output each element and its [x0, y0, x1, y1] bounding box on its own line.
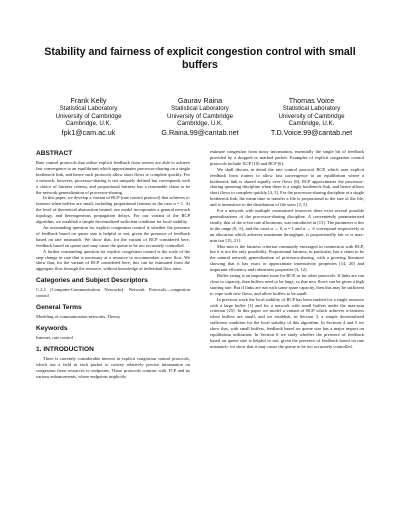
body-paragraph: We shall discuss in detail the rate control protocol RCP, which uses explicit feedback from routers to allow fast convergence to an equilibrium where a bottleneck link is shared equally over flows [6]. RCP approximates the processor-sharing queueing discipline when there is a single bottleneck link, and hence allows short flows to complete quickly [4, 5]. For the processor-sharing discipline at a single bottleneck link, the mean time to transfer a file is proportional to the size of the file, and is insensitive to the distribution of file sizes [2, 5].: [210, 166, 365, 208]
general-terms-heading: General Terms: [36, 304, 82, 312]
categories-text: C.2.2 [Computer-Communication Networks]: Network Protocols—congestion control: [36, 287, 190, 299]
left-column: [36, 149, 190, 379]
author-3: [259, 96, 364, 137]
body-paragraph: For a network with multiple constrained resources there exist several possible generalizations of the processor-sharing discipline. A conveniently parameterized family, that of the α-fair rate allocations, was introduced in [15]. The parameter α lies in the range (0, ∞), and the cases α → 0, α = 1 and α → ∞ correspond respectively to an allocation which achieves maximum throughput, is proportionally fair or is max-min fair [15, 21].: [210, 208, 364, 243]
abstract-paragraph: A further outstanding question for explicit congestion control is the scale of the step-change in rate that is necessary at a resource to accommodate a new flow. We show that, for the variant of RCP considered here, this can be estimated from the aggregate flow through the resource, without knowledge of individual flow rates.: [36, 248, 190, 272]
body-paragraph: Max-min is the fairness criterion commonly envisaged in connection with RCP, but it is not the only possibility. Proportional fairness, in particular, has a claim to be the natural network generalization of processor-sharing, with a growing literature showing that it has exact or approximate insensitivity properties [14, 20] and important efficiency and robustness properties [3, 12].: [210, 243, 364, 273]
author-block: [36, 96, 364, 137]
introduction-paragraph: There is currently considerable interest in explicit congestion control protocols, which use a field in each packet to convey relatively precise information on congestion from resources to endpoints. These protocols contrast with TCP and its various enhancements, where endpoints implicitly: [36, 355, 190, 379]
general-terms-text: Modeling of communication networks, Theory: [36, 314, 121, 320]
author-dept: Statistical Laboratory: [171, 105, 229, 112]
author-email: G.Raina.99@cantab.net: [161, 127, 239, 137]
author-name: Frank Kelly: [70, 96, 107, 105]
author-name: Thomas Voice: [288, 96, 335, 105]
author-org: University of Cambridge: [278, 112, 345, 120]
paper-title: Stability and fairness of explicit congestion control with small buffers: [44, 46, 356, 71]
body-paragraph: estimate congestion from noisy information, essentially the single bit of feedback provided by a dropped or marked packet. Examples of explicit congestion control protocols include XCP [10] and RCP [6].: [210, 149, 364, 166]
author-2: [148, 96, 253, 137]
author-1: [36, 96, 141, 137]
abstract-paragraph: An outstanding question for explicit congestion control is whether the presence of feedback based on queue size is helpful or not, given the presence of feedback based on rate mismatch. We show that, for the variant of RCP considered here, feedback based on queue size may cause the queue to be too accurately controlled.: [36, 224, 190, 248]
keywords-heading: Keywords: [36, 324, 68, 332]
introduction-heading: 1. INTRODUCTION: [36, 345, 94, 353]
keywords-text: Internet, rate control: [36, 334, 73, 340]
author-name: Gaurav Raina: [177, 96, 223, 105]
author-email: T.D.Voice.99@cantab.net: [270, 127, 353, 137]
author-city: Cambridge, U.K.: [177, 120, 223, 128]
body-paragraph: Buffer sizing is an important issue for RCP, as for other protocols. If links are run close to capacity, then buffers need to be large, so that new flows can be given a high starting rate. But if links are run with some spare capacity, then this may be sufficient to cope with new flows, and allow buffers to be small.: [210, 273, 364, 296]
author-city: Cambridge, U.K.: [288, 120, 335, 128]
right-column: [210, 149, 364, 350]
author-org: University of Cambridge: [55, 112, 122, 120]
abstract-paragraph: In this paper, we develop a variant of RCP (rate control protocol) that achieves α-fairness when buffers are small, including proportional fairness as the case α = 1. At the level of theoretical abstraction treated, our model incorporates a general network topology, and heterogeneous propagation delays. For our variant of the RCP algorithm, we establish a simple decentralized sufficient condition for local stability.: [36, 195, 190, 225]
categories-heading: Categories and Subject Descriptors: [36, 277, 148, 285]
author-dept: Statistical Laboratory: [59, 105, 118, 112]
abstract-paragraph: Rate control protocols that utilise explicit feedback from routers are able to achieve fast convergence to an equilibrium which approximates processor-sharing on a single bottleneck link, and hence such protocols allow short flows to complete quickly. For a network, however, processor-sharing is not uniquely defined but corresponds with a choice of fairness criteria, and proportional fairness has a reasonable claim to be the network generalization of processor-sharing.: [36, 160, 190, 195]
author-email: fpk1@cam.ac.uk: [61, 127, 116, 137]
author-city: Cambridge, U.K.: [65, 120, 112, 128]
author-dept: Statistical Laboratory: [282, 105, 341, 112]
author-org: University of Cambridge: [166, 112, 234, 120]
body-paragraph: In previous work the local stability of RCP has been studied for a single resource with a large buffer [1] and for a network with small buffers under the max-min criterion [25]. In this paper we model a variant of RCP which achieves α-fairness when buffers are small, and we establish, in Section 3, a simple decentralized sufficient condition for the local stability of this algorithm. In Sections 4 and 5 we show that, with small buffers, feedback based on queue size has a major impact on equilibrium utilization. In Section 6 we study whether the presence of feedback based on queue size is helpful or not, given the presence of feedback based on rate mismatch: we show that it may cause the queue to be too accurately controlled.: [210, 296, 364, 349]
abstract-heading: ABSTRACT: [36, 150, 73, 157]
